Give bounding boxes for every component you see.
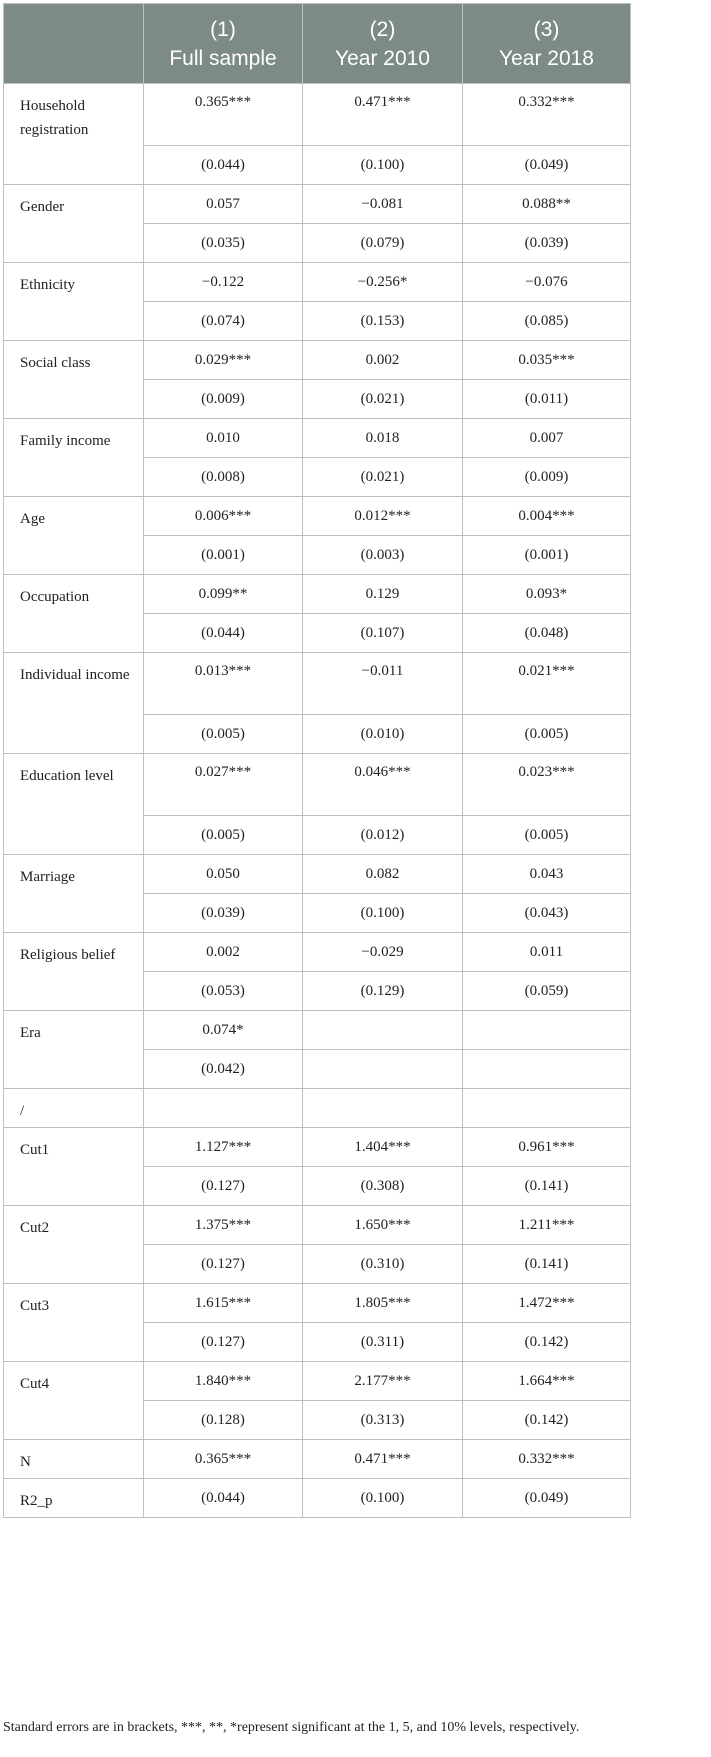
coef-cell: −0.256* [303, 263, 463, 302]
empty-cell [303, 1089, 463, 1128]
se-cell: (0.044) [144, 146, 303, 185]
coef-cell: 0.023*** [463, 754, 631, 816]
table-row-religious-coef [4, 933, 631, 972]
table-row-individual-income-coef [4, 653, 631, 715]
se-cell: (0.021) [303, 458, 463, 497]
se-cell: (0.039) [463, 224, 631, 263]
table-footnote: Standard errors are in brackets, ***, **, *represent significant at the 1, 5, and 10% levels, respectively. [3, 1720, 580, 1735]
coef-cell: 0.365*** [144, 84, 303, 146]
se-cell: (0.021) [303, 380, 463, 419]
row-label: Cut3 [4, 1284, 144, 1362]
se-cell: (0.141) [463, 1245, 631, 1284]
row-label: Social class [4, 341, 144, 419]
table-row-household-coef [4, 84, 631, 146]
coef-cell: 1.211*** [463, 1206, 631, 1245]
coef-cell: 0.057 [144, 185, 303, 224]
coef-cell: 0.013*** [144, 653, 303, 715]
coef-cell: 0.011 [463, 933, 631, 972]
coef-cell [303, 1011, 463, 1050]
coef-cell: 1.650*** [303, 1206, 463, 1245]
se-cell: (0.005) [463, 816, 631, 855]
row-label: Religious belief [4, 933, 144, 1011]
coef-cell: 0.002 [303, 341, 463, 380]
table-row-separator [4, 1089, 631, 1128]
table-row-education-coef [4, 754, 631, 816]
header-col-1 [144, 4, 303, 84]
table-row-gender-coef [4, 185, 631, 224]
se-cell: (0.128) [144, 1401, 303, 1440]
coef-cell: 0.129 [303, 575, 463, 614]
value-cell: (0.049) [463, 1479, 631, 1518]
row-label: Era [4, 1011, 144, 1089]
value-cell: (0.044) [144, 1479, 303, 1518]
header-col-3-label: Year 2018 [499, 46, 594, 70]
coef-cell: 0.043 [463, 855, 631, 894]
header-col-1-label: Full sample [169, 46, 277, 70]
se-cell: (0.153) [303, 302, 463, 341]
coef-cell: 0.332*** [463, 84, 631, 146]
value-cell: 0.471*** [303, 1440, 463, 1479]
coef-cell: 0.027*** [144, 754, 303, 816]
coef-cell: 0.093* [463, 575, 631, 614]
coef-cell: 0.050 [144, 855, 303, 894]
row-label: / [4, 1089, 144, 1128]
table-row-ethnicity-coef [4, 263, 631, 302]
value-cell: 0.332*** [463, 1440, 631, 1479]
empty-cell [463, 1089, 631, 1128]
coef-cell: 1.805*** [303, 1284, 463, 1323]
value-cell: 0.365*** [144, 1440, 303, 1479]
se-cell: (0.001) [463, 536, 631, 575]
coef-cell: 0.006*** [144, 497, 303, 536]
se-cell: (0.042) [144, 1050, 303, 1089]
row-label: R2_p [4, 1479, 144, 1518]
coef-cell: 0.082 [303, 855, 463, 894]
se-cell: (0.008) [144, 458, 303, 497]
se-cell: (0.005) [144, 816, 303, 855]
coef-cell: 1.127*** [144, 1128, 303, 1167]
coef-cell: 0.046*** [303, 754, 463, 816]
se-cell: (0.012) [303, 816, 463, 855]
se-cell: (0.308) [303, 1167, 463, 1206]
coef-cell: 2.177*** [303, 1362, 463, 1401]
se-cell: (0.043) [463, 894, 631, 933]
se-cell: (0.085) [463, 302, 631, 341]
se-cell: (0.127) [144, 1245, 303, 1284]
se-cell: (0.048) [463, 614, 631, 653]
se-cell: (0.005) [144, 715, 303, 754]
row-label: Household registration [4, 84, 144, 185]
coef-cell: 1.664*** [463, 1362, 631, 1401]
coef-cell: 1.840*** [144, 1362, 303, 1401]
se-cell: (0.001) [144, 536, 303, 575]
table-row-n [4, 1440, 631, 1479]
se-cell: (0.009) [144, 380, 303, 419]
regression-table [3, 3, 631, 1518]
header-col-1-number: (1) [210, 17, 236, 41]
coef-cell: 0.035*** [463, 341, 631, 380]
coef-cell: 0.010 [144, 419, 303, 458]
empty-cell [144, 1089, 303, 1128]
header-col-2 [303, 4, 463, 84]
coef-cell: −0.081 [303, 185, 463, 224]
row-label: Gender [4, 185, 144, 263]
coef-cell: 0.021*** [463, 653, 631, 715]
table-header-row [4, 4, 631, 84]
regression-table-container [3, 3, 630, 1518]
table-row-cut2-coef [4, 1206, 631, 1245]
table-row-social-class-coef [4, 341, 631, 380]
se-cell: (0.011) [463, 380, 631, 419]
se-cell: (0.053) [144, 972, 303, 1011]
coef-cell: 0.007 [463, 419, 631, 458]
header-blank-cell [4, 4, 144, 84]
se-cell: (0.039) [144, 894, 303, 933]
se-cell: (0.074) [144, 302, 303, 341]
se-cell: (0.003) [303, 536, 463, 575]
row-label: Age [4, 497, 144, 575]
table-row-age-coef [4, 497, 631, 536]
table-row-marriage-coef [4, 855, 631, 894]
coef-cell: −0.122 [144, 263, 303, 302]
coef-cell: 0.074* [144, 1011, 303, 1050]
se-cell: (0.005) [463, 715, 631, 754]
coef-cell: 0.099** [144, 575, 303, 614]
coef-cell: 0.471*** [303, 84, 463, 146]
coef-cell: −0.011 [303, 653, 463, 715]
row-label: Ethnicity [4, 263, 144, 341]
se-cell: (0.100) [303, 146, 463, 185]
se-cell: (0.141) [463, 1167, 631, 1206]
row-label: Occupation [4, 575, 144, 653]
coef-cell: 1.472*** [463, 1284, 631, 1323]
se-cell: (0.079) [303, 224, 463, 263]
se-cell: (0.107) [303, 614, 463, 653]
table-row-r2p [4, 1479, 631, 1518]
se-cell [303, 1050, 463, 1089]
se-cell: (0.313) [303, 1401, 463, 1440]
coef-cell: 0.004*** [463, 497, 631, 536]
se-cell: (0.127) [144, 1323, 303, 1362]
row-label: Individual income [4, 653, 144, 754]
se-cell: (0.142) [463, 1401, 631, 1440]
value-cell: (0.100) [303, 1479, 463, 1518]
header-col-3 [463, 4, 631, 84]
table-row-cut3-coef [4, 1284, 631, 1323]
se-cell: (0.009) [463, 458, 631, 497]
coef-cell: −0.029 [303, 933, 463, 972]
table-row-era-coef [4, 1011, 631, 1050]
se-cell: (0.035) [144, 224, 303, 263]
se-cell [463, 1050, 631, 1089]
coef-cell: 0.012*** [303, 497, 463, 536]
header-col-3-number: (3) [533, 17, 560, 41]
coef-cell: 1.615*** [144, 1284, 303, 1323]
se-cell: (0.142) [463, 1323, 631, 1362]
se-cell: (0.010) [303, 715, 463, 754]
row-label: N [4, 1440, 144, 1479]
coef-cell: 0.029*** [144, 341, 303, 380]
row-label: Family income [4, 419, 144, 497]
se-cell: (0.129) [303, 972, 463, 1011]
se-cell: (0.059) [463, 972, 631, 1011]
se-cell: (0.311) [303, 1323, 463, 1362]
coef-cell: 0.088** [463, 185, 631, 224]
coef-cell: 1.375*** [144, 1206, 303, 1245]
row-label: Cut2 [4, 1206, 144, 1284]
header-col-2-label: Year 2010 [335, 46, 430, 70]
se-cell: (0.310) [303, 1245, 463, 1284]
se-cell: (0.100) [303, 894, 463, 933]
coef-cell: 1.404*** [303, 1128, 463, 1167]
se-cell: (0.049) [463, 146, 631, 185]
se-cell: (0.127) [144, 1167, 303, 1206]
coef-cell: 0.961*** [463, 1128, 631, 1167]
coef-cell: 0.018 [303, 419, 463, 458]
table-row-family-income-coef [4, 419, 631, 458]
row-label: Cut1 [4, 1128, 144, 1206]
coef-cell: 0.002 [144, 933, 303, 972]
se-cell: (0.044) [144, 614, 303, 653]
table-row-occupation-coef [4, 575, 631, 614]
coef-cell: −0.076 [463, 263, 631, 302]
header-col-2-number: (2) [369, 17, 396, 41]
table-row-cut1-coef [4, 1128, 631, 1167]
table-row-cut4-coef [4, 1362, 631, 1401]
row-label: Marriage [4, 855, 144, 933]
row-label: Education level [4, 754, 144, 855]
row-label: Cut4 [4, 1362, 144, 1440]
coef-cell [463, 1011, 631, 1050]
